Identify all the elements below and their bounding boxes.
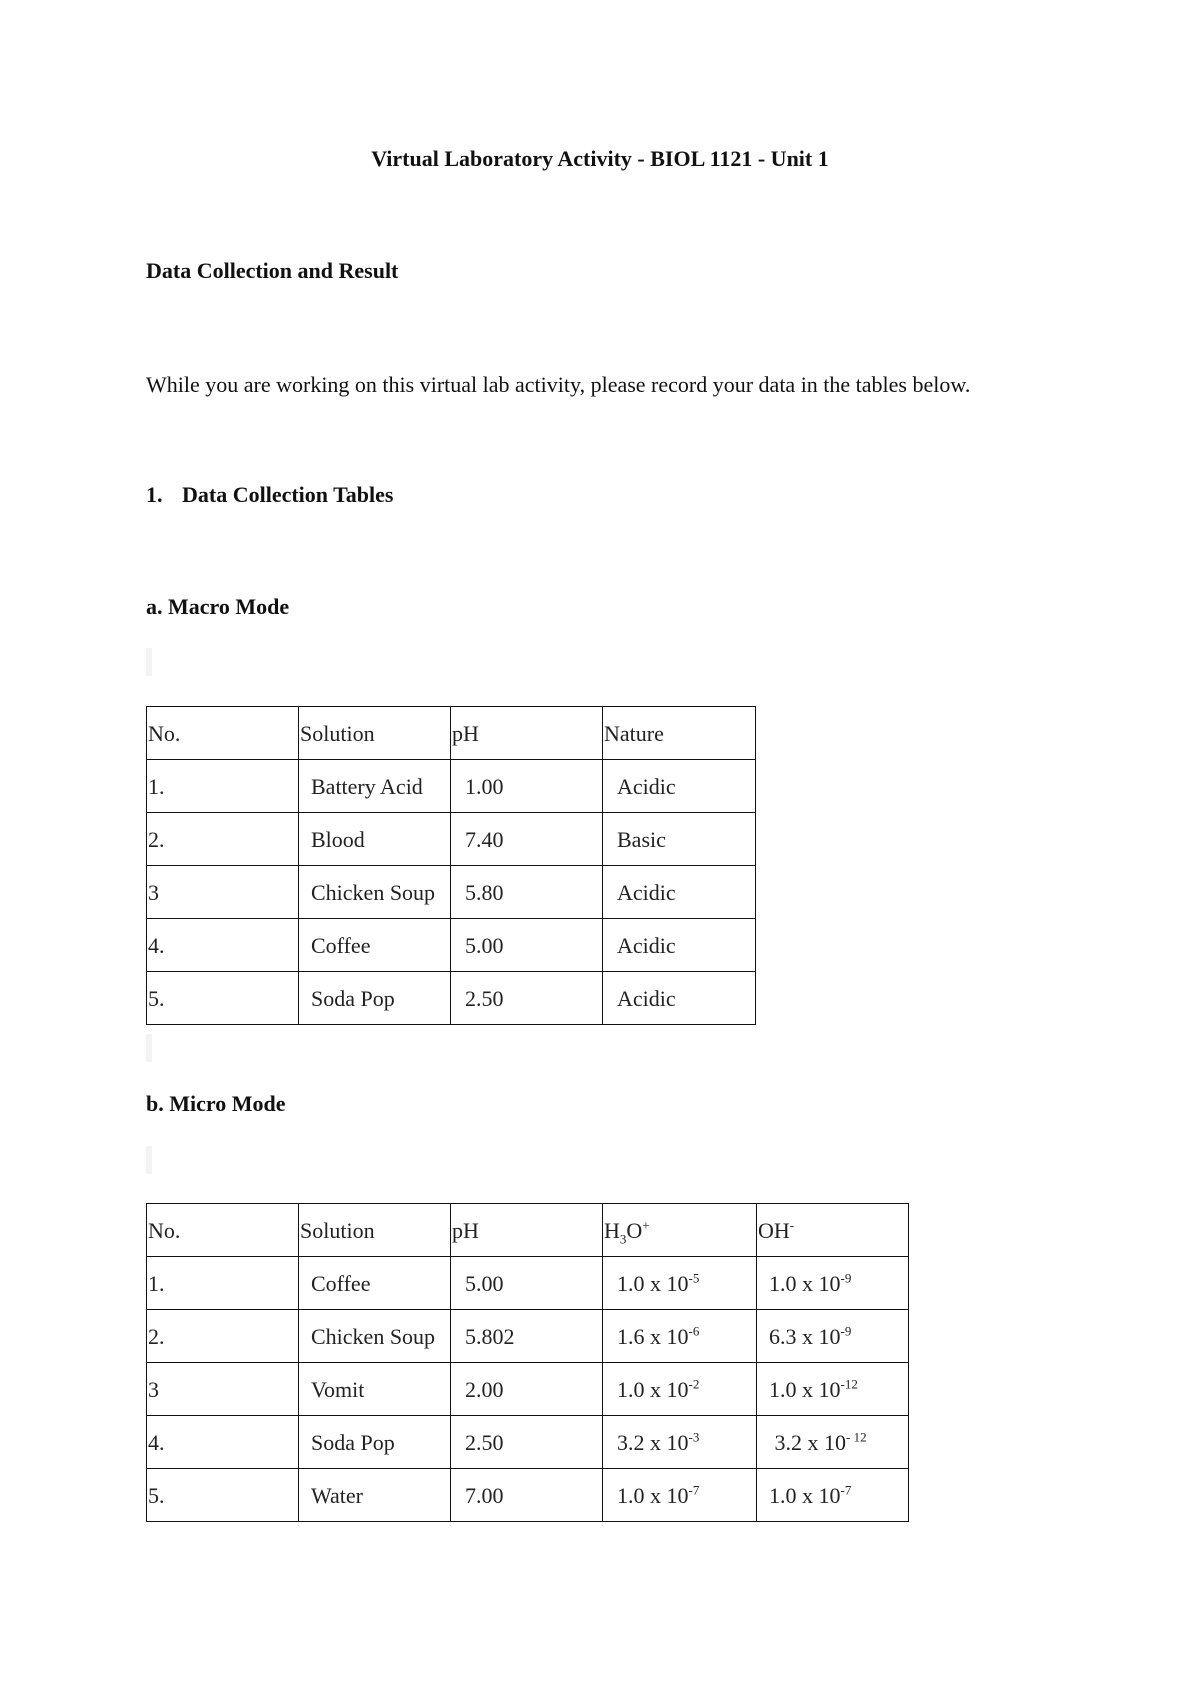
table-header-row bbox=[147, 707, 756, 760]
row-ph-cell bbox=[451, 1310, 603, 1363]
row-no: 3 bbox=[148, 880, 159, 905]
h3o-exponent: -3 bbox=[688, 1429, 700, 1445]
row-oh-cell bbox=[757, 1416, 909, 1469]
table-row bbox=[147, 866, 756, 919]
row-ph: 7.40 bbox=[465, 827, 504, 852]
row-solution: Battery Acid bbox=[311, 774, 423, 799]
row-solution-cell bbox=[299, 1416, 451, 1469]
row-no: 2. bbox=[148, 827, 165, 852]
row-solution: Soda Pop bbox=[311, 1430, 395, 1455]
oh-superscript: - bbox=[789, 1217, 795, 1233]
h3o-subscript: 3 bbox=[619, 1231, 627, 1247]
row-solution: Vomit bbox=[311, 1377, 365, 1402]
row-solution: Coffee bbox=[311, 933, 371, 958]
micro-mode-heading: b. Micro Mode bbox=[146, 1091, 286, 1116]
list-heading bbox=[146, 482, 393, 508]
row-solution: Chicken Soup bbox=[311, 1324, 436, 1349]
header-ph-cell bbox=[451, 1204, 603, 1257]
h3o-superscript: + bbox=[642, 1217, 650, 1233]
table-row bbox=[147, 1469, 909, 1522]
header-solution-cell bbox=[299, 1204, 451, 1257]
row-solution-cell bbox=[299, 866, 451, 919]
row-no: 5. bbox=[148, 986, 165, 1011]
row-nature: Acidic bbox=[617, 986, 676, 1011]
row-ph: 5.00 bbox=[465, 1271, 504, 1296]
row-nature: Acidic bbox=[617, 774, 676, 799]
row-no-cell bbox=[147, 813, 299, 866]
row-h3o-cell bbox=[603, 1257, 757, 1310]
row-solution: Chicken Soup bbox=[311, 880, 436, 905]
header-oh bbox=[757, 1204, 908, 1244]
row-h3o bbox=[603, 1310, 756, 1350]
h3o-mantissa: 1.0 x 10 bbox=[617, 1271, 689, 1296]
row-ph-cell bbox=[451, 1257, 603, 1310]
row-h3o-cell bbox=[603, 1416, 757, 1469]
header-no: No. bbox=[148, 1218, 181, 1243]
row-h3o-cell bbox=[603, 1469, 757, 1522]
header-solution-cell bbox=[299, 707, 451, 760]
row-nature-cell bbox=[603, 866, 756, 919]
row-no-cell bbox=[147, 760, 299, 813]
row-h3o bbox=[603, 1257, 756, 1297]
h3o-mid: O bbox=[626, 1218, 643, 1243]
h3o-mantissa: 3.2 x 10 bbox=[617, 1430, 689, 1455]
row-solution: Soda Pop bbox=[311, 986, 395, 1011]
header-nature: Nature bbox=[604, 721, 664, 746]
table-row bbox=[147, 972, 756, 1025]
h3o-mantissa: 1.0 x 10 bbox=[617, 1483, 689, 1508]
document-title: Virtual Laboratory Activity - BIOL 1121 - Unit 1 bbox=[371, 146, 829, 171]
header-solution: Solution bbox=[300, 1218, 375, 1243]
oh-exponent: - 12 bbox=[846, 1429, 867, 1445]
row-h3o-cell bbox=[603, 1363, 757, 1416]
row-h3o bbox=[603, 1363, 756, 1403]
spacer-mark bbox=[146, 1034, 152, 1062]
oh-exponent: -12 bbox=[840, 1376, 858, 1392]
spacer-mark bbox=[146, 648, 152, 676]
oh-exponent: -7 bbox=[840, 1482, 852, 1498]
row-nature: Basic bbox=[617, 827, 666, 852]
row-h3o bbox=[603, 1469, 756, 1509]
header-solution: Solution bbox=[300, 721, 375, 746]
row-ph-cell bbox=[451, 1363, 603, 1416]
h3o-exponent: -2 bbox=[688, 1376, 700, 1392]
row-solution: Coffee bbox=[311, 1271, 371, 1296]
row-ph: 2.50 bbox=[465, 986, 504, 1011]
oh-base: OH bbox=[758, 1218, 790, 1243]
row-ph-cell bbox=[451, 866, 603, 919]
header-no: No. bbox=[148, 721, 181, 746]
oh-mantissa: 1.0 x 10 bbox=[769, 1271, 841, 1296]
row-solution-cell bbox=[299, 1363, 451, 1416]
row-ph-cell bbox=[451, 1416, 603, 1469]
header-ph: pH bbox=[452, 721, 479, 746]
header-oh-cell bbox=[757, 1204, 909, 1257]
oh-mantissa: 6.3 x 10 bbox=[769, 1324, 841, 1349]
h3o-exponent: -7 bbox=[688, 1482, 700, 1498]
table-row bbox=[147, 1257, 909, 1310]
header-ph: pH bbox=[452, 1218, 479, 1243]
oh-mantissa: 1.0 x 10 bbox=[769, 1377, 841, 1402]
row-no-cell bbox=[147, 1469, 299, 1522]
row-no: 4. bbox=[148, 1430, 165, 1455]
header-ph-cell bbox=[451, 707, 603, 760]
row-oh bbox=[757, 1416, 908, 1456]
h3o-mantissa: 1.6 x 10 bbox=[617, 1324, 689, 1349]
row-oh bbox=[757, 1469, 908, 1509]
row-h3o-cell bbox=[603, 1310, 757, 1363]
header-h3o-cell bbox=[603, 1204, 757, 1257]
header-h3o bbox=[603, 1204, 756, 1247]
row-ph: 7.00 bbox=[465, 1483, 504, 1508]
row-solution: Water bbox=[311, 1483, 363, 1508]
header-no-cell bbox=[147, 707, 299, 760]
row-nature-cell bbox=[603, 760, 756, 813]
row-oh-cell bbox=[757, 1310, 909, 1363]
row-oh-cell bbox=[757, 1257, 909, 1310]
row-ph-cell bbox=[451, 972, 603, 1025]
row-no: 4. bbox=[148, 933, 165, 958]
header-no-cell bbox=[147, 1204, 299, 1257]
row-no: 2. bbox=[148, 1324, 165, 1349]
row-ph: 2.50 bbox=[465, 1430, 504, 1455]
row-solution-cell bbox=[299, 972, 451, 1025]
row-solution-cell bbox=[299, 1469, 451, 1522]
table-row bbox=[147, 919, 756, 972]
row-ph: 5.80 bbox=[465, 880, 504, 905]
table-row bbox=[147, 1363, 909, 1416]
row-nature-cell bbox=[603, 972, 756, 1025]
row-solution-cell bbox=[299, 1310, 451, 1363]
row-no: 1. bbox=[148, 1271, 165, 1296]
row-no: 1. bbox=[148, 774, 165, 799]
table-row bbox=[147, 1310, 909, 1363]
oh-mantissa: 3.2 x 10 bbox=[769, 1430, 846, 1455]
row-nature-cell bbox=[603, 813, 756, 866]
row-nature-cell bbox=[603, 919, 756, 972]
row-no-cell bbox=[147, 1257, 299, 1310]
macro-mode-heading: a. Macro Mode bbox=[146, 594, 290, 619]
row-oh-cell bbox=[757, 1469, 909, 1522]
h3o-exponent: -6 bbox=[688, 1323, 700, 1339]
row-ph: 5.00 bbox=[465, 933, 504, 958]
table-row bbox=[147, 760, 756, 813]
table-row bbox=[147, 1416, 909, 1469]
table-row bbox=[147, 813, 756, 866]
row-ph-cell bbox=[451, 919, 603, 972]
table-header-row bbox=[147, 1204, 909, 1257]
row-ph: 5.802 bbox=[465, 1324, 515, 1349]
row-no-cell bbox=[147, 919, 299, 972]
row-ph-cell bbox=[451, 1469, 603, 1522]
oh-exponent: -9 bbox=[840, 1323, 852, 1339]
row-ph: 1.00 bbox=[465, 774, 504, 799]
row-no-cell bbox=[147, 1310, 299, 1363]
row-oh bbox=[757, 1257, 908, 1297]
section-heading: Data Collection and Result bbox=[146, 258, 399, 283]
row-nature: Acidic bbox=[617, 933, 676, 958]
list-number: 1. bbox=[146, 482, 163, 507]
row-oh-cell bbox=[757, 1363, 909, 1416]
row-oh bbox=[757, 1363, 908, 1403]
row-ph-cell bbox=[451, 813, 603, 866]
row-solution: Blood bbox=[311, 827, 365, 852]
row-no-cell bbox=[147, 972, 299, 1025]
oh-exponent: -9 bbox=[840, 1270, 852, 1286]
h3o-base: H bbox=[604, 1218, 620, 1243]
row-no-cell bbox=[147, 1363, 299, 1416]
row-h3o bbox=[603, 1416, 756, 1456]
row-no: 5. bbox=[148, 1483, 165, 1508]
oh-mantissa: 1.0 x 10 bbox=[769, 1483, 841, 1508]
header-nature-cell bbox=[603, 707, 756, 760]
intro-paragraph: While you are working on this virtual lab activity, please record your data in the tables below. bbox=[146, 372, 971, 397]
row-nature: Acidic bbox=[617, 880, 676, 905]
row-solution-cell bbox=[299, 813, 451, 866]
macro-mode-table bbox=[146, 706, 756, 1025]
micro-mode-table bbox=[146, 1203, 909, 1522]
row-no-cell bbox=[147, 1416, 299, 1469]
list-heading-text: Data Collection Tables bbox=[182, 482, 394, 507]
row-ph: 2.00 bbox=[465, 1377, 504, 1402]
row-solution-cell bbox=[299, 760, 451, 813]
row-ph-cell bbox=[451, 760, 603, 813]
row-oh bbox=[757, 1310, 908, 1350]
row-no-cell bbox=[147, 866, 299, 919]
spacer-mark bbox=[146, 1146, 152, 1174]
row-no: 3 bbox=[148, 1377, 159, 1402]
h3o-exponent: -5 bbox=[688, 1270, 700, 1286]
row-solution-cell bbox=[299, 919, 451, 972]
h3o-mantissa: 1.0 x 10 bbox=[617, 1377, 689, 1402]
row-solution-cell bbox=[299, 1257, 451, 1310]
